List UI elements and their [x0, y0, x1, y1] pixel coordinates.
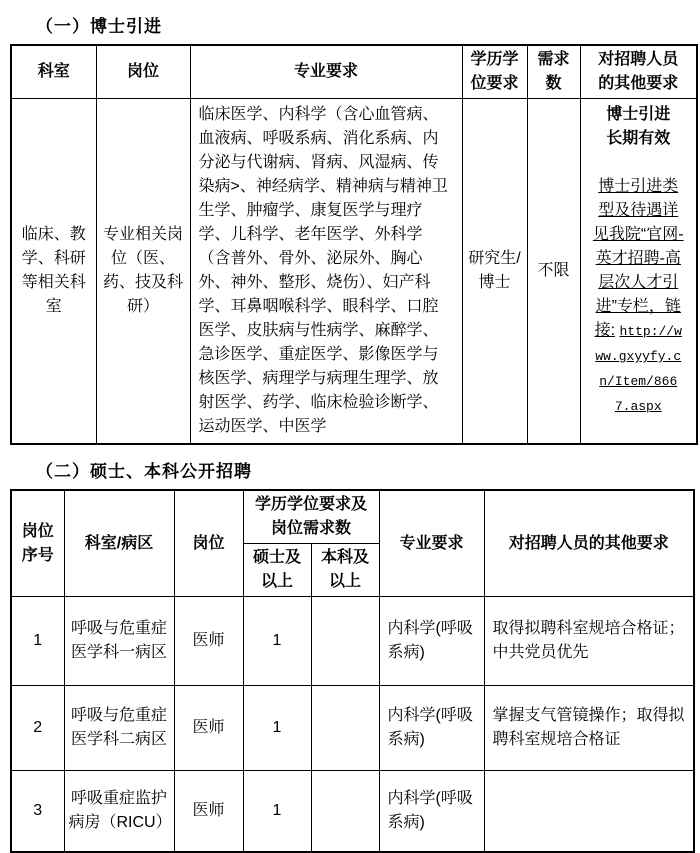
table1-header-count: 需求数 [527, 45, 580, 99]
table2-header-major: 专业要求 [379, 490, 484, 597]
table2-cell-master: 1 [243, 597, 311, 686]
table2-header-other: 对招聘人员的其他要求 [484, 490, 694, 597]
table2-cell-post: 医师 [174, 771, 243, 853]
table2-cell-seq: 2 [11, 686, 64, 771]
table2-header-seq: 岗位序号 [11, 490, 64, 597]
table2-cell-other: 取得拟聘科室规培合格证；中共党员优先 [484, 597, 694, 686]
table1-cell-major: 临床医学、内科学（含心血管病、血液病、呼吸系病、消化系病、内分泌与代谢病、肾病、风湿病、传染病>、神经病学、精神病与精神卫生学、肿瘤学、康复医学与理疗学、儿科学、老年医学、外科学（含普外、骨外、泌尿外、胸心外、神外、整形、烧伤）、妇产科学、耳鼻咽喉科学、眼科学、口腔医学、皮肤病与性病学、麻醉学、急诊医学、重症医学、影像医学与核医学、病理学与病理生理学、放射医学、药学、临床检验诊断学、运动医学、中医学 [190, 99, 462, 445]
master-bachelor-recruitment-table [10, 489, 695, 853]
table1-header-other: 对招聘人员的其他要求 [580, 45, 697, 99]
table1-cell-count: 不限 [527, 99, 580, 445]
table2-cell-seq: 3 [11, 771, 64, 853]
section2-title: （二）硕士、本科公开招聘 [36, 462, 252, 481]
table1-header-degree: 学历学位要求 [462, 45, 527, 99]
table2-cell-master: 1 [243, 686, 311, 771]
table2-header-row1 [11, 490, 694, 544]
phd-intro-bold-line2: 长期有效 [606, 130, 671, 147]
table1-header-dept: 科室 [11, 45, 96, 99]
table2-cell-other: 掌握支气管镜操作；取得拟聘科室规培合格证 [484, 686, 694, 771]
table2-cell-bachelor [311, 597, 379, 686]
table2-cell-dept: 呼吸与危重症医学科二病区 [64, 686, 174, 771]
table1-header-major: 专业要求 [190, 45, 462, 99]
table2-header-bachelor: 本科及以上 [311, 544, 379, 597]
table2-cell-major: 内科学(呼吸系病) [379, 771, 484, 853]
table2-cell-bachelor [311, 771, 379, 853]
phd-recruitment-table [10, 44, 698, 445]
table2-cell-seq: 1 [11, 597, 64, 686]
table2-row [11, 771, 694, 853]
recruitment-document-page [0, 12, 700, 831]
table2-cell-bachelor [311, 686, 379, 771]
phd-intro-link-text: 博士引进类型及待遇详见我院“官网-英才招聘-高层次人才引进”专栏，链接: [592, 178, 684, 339]
table1-cell-post: 专业相关岗位（医、药、技及科研） [96, 99, 190, 445]
section1-title: （一）博士引进 [36, 17, 162, 36]
table2-header-dept: 科室/病区 [64, 490, 174, 597]
table2-cell-dept: 呼吸重症监护病房（RICU） [64, 771, 174, 853]
table1-header-row [11, 45, 697, 99]
table2-cell-dept: 呼吸与危重症医学科一病区 [64, 597, 174, 686]
table1-header-post: 岗位 [96, 45, 190, 99]
table1-cell-degree: 研究生/博士 [462, 99, 527, 445]
table2-cell-post: 医师 [174, 686, 243, 771]
table2-header-degree-group: 学历学位要求及岗位需求数 [243, 490, 379, 544]
table2-row [11, 686, 694, 771]
phd-intro-link-url[interactable]: http://www.gxyyfy.cn/Item/8667.aspx [595, 324, 682, 414]
table2-header-post: 岗位 [174, 490, 243, 597]
table2-header-master: 硕士及以上 [243, 544, 311, 597]
table2-cell-major: 内科学(呼吸系病) [379, 597, 484, 686]
table2-row [11, 597, 694, 686]
table2-cell-post: 医师 [174, 597, 243, 686]
table2-cell-master: 1 [243, 771, 311, 853]
table2-cell-other [484, 771, 694, 853]
phd-intro-bold-line1: 博士引进 [606, 106, 671, 123]
table1-data-row [11, 99, 697, 445]
table2-cell-major: 内科学(呼吸系病) [379, 686, 484, 771]
table1-cell-other [580, 99, 697, 445]
spacer [593, 151, 685, 175]
table1-cell-dept: 临床、教学、科研等相关科室 [11, 99, 96, 445]
